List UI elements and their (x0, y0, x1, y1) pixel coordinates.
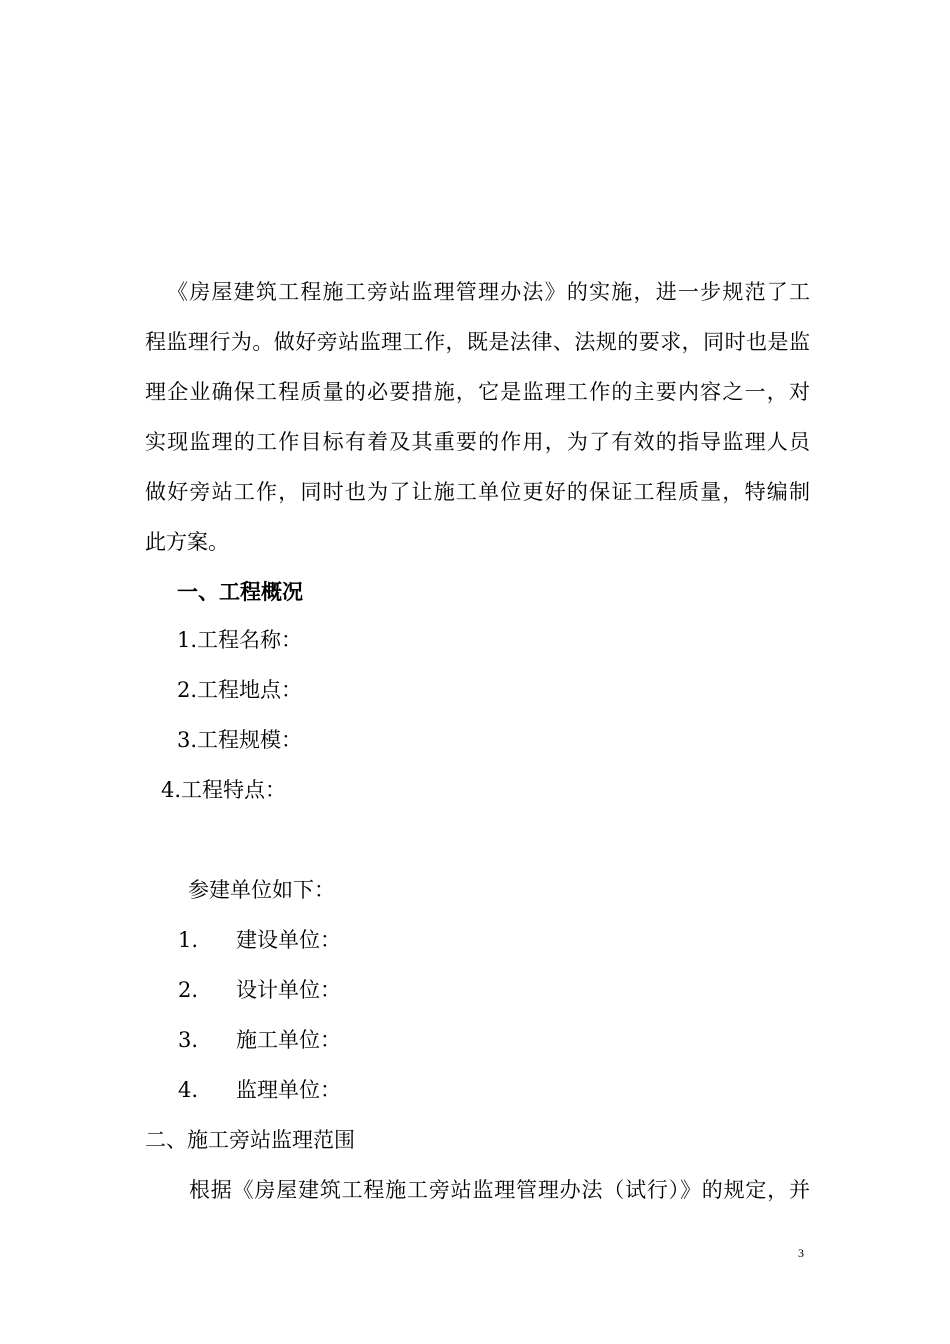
intro-line: 此方案。 (145, 530, 229, 554)
paragraph-line: 根据《房屋建筑工程施工旁站监理管理办法（试行）》的规定，并 (189, 1178, 810, 1202)
unit-label: 监理单位： (236, 1078, 341, 1102)
list-item: 2.工程地点： (177, 678, 303, 702)
list-item: 4.工程特点： (161, 778, 287, 802)
unit-number: 3. (178, 1028, 199, 1052)
unit-number: 2. (178, 978, 199, 1002)
intro-line: 《房屋建筑工程施工旁站监理管理办法》的实施，进一步规范了工 (167, 280, 810, 304)
section-heading: 二、施工旁站监理范围 (145, 1128, 355, 1152)
list-item: 1.工程名称： (177, 628, 303, 652)
unit-item (178, 927, 843, 953)
list-item: 3.工程规模： (177, 728, 303, 752)
intro-line: 程监理行为。做好旁站监理工作，既是法律、法规的要求，同时也是监 (145, 330, 810, 354)
units-intro: 参建单位如下： (188, 878, 335, 902)
unit-item (178, 1077, 843, 1103)
unit-label: 建设单位： (236, 928, 341, 952)
intro-line: 实现监理的工作目标有着及其重要的作用，为了有效的指导监理人员 (145, 430, 810, 454)
intro-line: 理企业确保工程质量的必要措施，它是监理工作的主要内容之一，对 (145, 380, 810, 404)
unit-item (178, 977, 843, 1003)
unit-item (178, 1027, 843, 1053)
unit-number: 4. (178, 1078, 199, 1102)
section-heading: 一、工程概况 (177, 579, 303, 604)
intro-line: 做好旁站工作，同时也为了让施工单位更好的保证工程质量，特编制 (145, 480, 810, 504)
page-number: 3 (798, 1246, 804, 1260)
unit-label: 设计单位： (236, 978, 341, 1002)
unit-label: 施工单位： (236, 1028, 341, 1052)
unit-number: 1. (178, 928, 199, 952)
